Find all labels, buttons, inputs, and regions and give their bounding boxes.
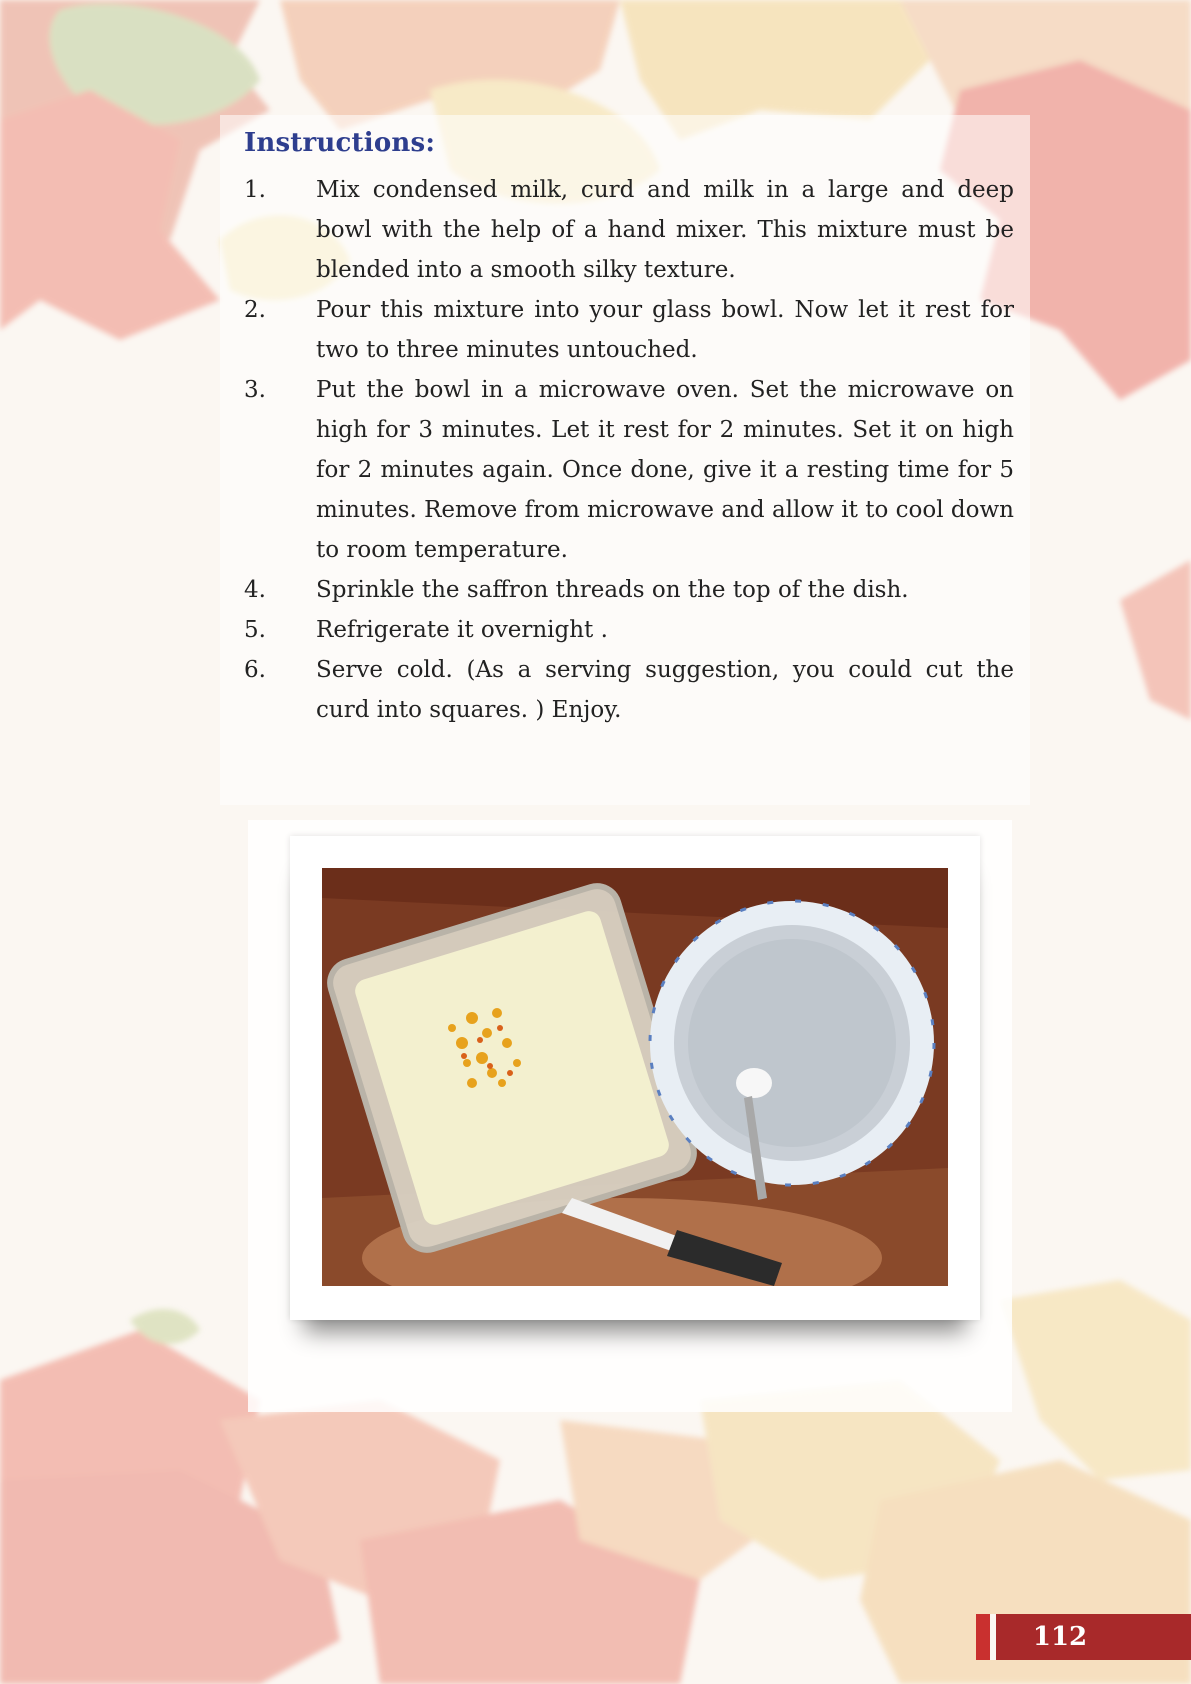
step-number: 5.: [244, 617, 266, 643]
step-number: 4.: [244, 577, 266, 603]
page-number: 112: [1032, 1622, 1088, 1652]
list-item: [244, 290, 1014, 370]
instructions-section: [244, 128, 1014, 730]
leaf-shape: [1120, 560, 1191, 720]
step-number: 6.: [244, 657, 266, 683]
step-text: Put the bowl in a microwave oven. Set the microwave on high for 3 minutes. Let it rest for 2 minutes. Set it on high for 2 minutes again. Once done, give it a resting time for 5 minutes. Remove from microwave and allow it to cool down to room temperature.: [316, 377, 1014, 563]
step-text: Pour this mixture into your glass bowl. Now let it rest for two to three minutes untouched.: [316, 297, 1014, 363]
instructions-list: [244, 170, 1014, 730]
step-number: 1.: [244, 177, 266, 203]
dish-photo: [322, 868, 948, 1286]
instructions-heading: Instructions:: [244, 128, 436, 158]
step-text: Serve cold. (As a serving suggestion, you could cut the curd into squares. ) Enjoy.: [316, 657, 1014, 723]
page-bar-gap: [990, 1614, 996, 1660]
leaf-shape: [1000, 1280, 1191, 1480]
list-item: [244, 370, 1014, 570]
step-number: 3.: [244, 377, 266, 403]
page-number-bar: [976, 1614, 1191, 1660]
list-item: [244, 650, 1014, 730]
step-text: Refrigerate it overnight .: [316, 617, 608, 643]
list-item: [244, 570, 1014, 610]
list-item: [244, 610, 1014, 650]
step-number: 2.: [244, 297, 266, 323]
dish-photo-frame: [290, 836, 980, 1320]
list-item: [244, 170, 1014, 290]
page-bar-notch: [976, 1614, 990, 1660]
step-text: Sprinkle the saffron threads on the top of the dish.: [316, 577, 909, 603]
step-text: Mix condensed milk, curd and milk in a large and deep bowl with the help of a hand mixer. This mixture must be blended into a smooth silky texture.: [316, 177, 1014, 283]
